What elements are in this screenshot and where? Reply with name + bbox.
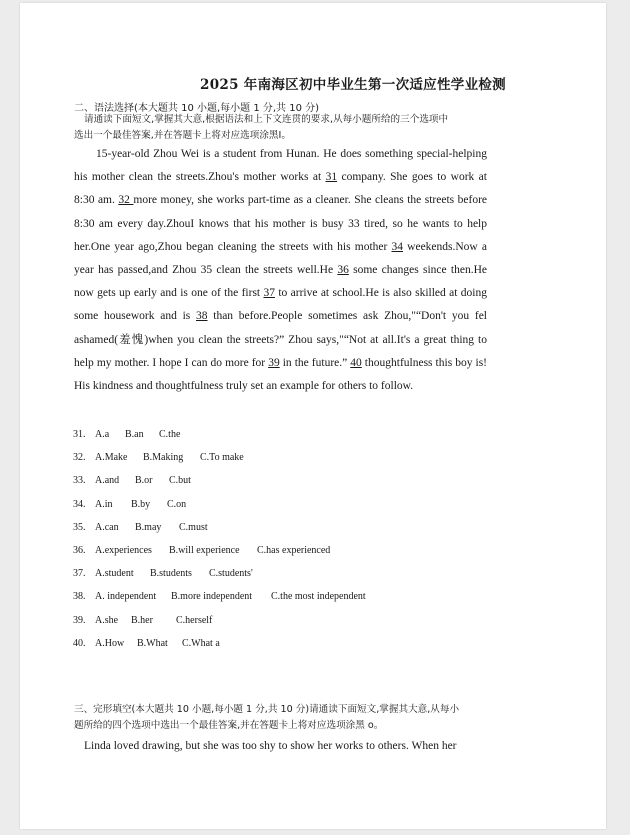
options-list (73, 426, 366, 658)
section3-heading-line-1: 三、完形填空(本大题共 10 小题,每小题 1 分,共 10 分)请通读下面短文,掌握其大意,从每小 (74, 704, 460, 715)
passage-text: more money, she works part-time as a cleaner. She cleans the streets before 8:30 am every day.ZhouI knows that his mother is busy 33 tired, so he wants to help her.One year ago,Zhou began cleaning the streets with his mother (74, 194, 488, 253)
question-39 (73, 612, 366, 635)
option-c: C.To make (200, 452, 244, 464)
blank-40: 40 (350, 356, 362, 369)
question-number: 40. (73, 637, 86, 649)
question-number: 31. (73, 429, 86, 440)
option-b: B.students (150, 568, 192, 580)
passage-text: weekends.Now a year has passed,and Zhou 35 clean the streets well.He (74, 240, 487, 277)
question-34 (73, 496, 366, 519)
question-number: 37. (73, 568, 86, 580)
option-c: C.the most independent (271, 591, 366, 603)
question-number: 36. (73, 544, 86, 556)
question-35 (73, 519, 366, 542)
question-number: 38. (73, 591, 86, 603)
option-b: B.more independent (171, 591, 253, 603)
passage-text: company. She goes to work at 8:30 am. (74, 171, 487, 207)
option-b: B.What (137, 637, 168, 649)
option-b: B.will experience (169, 544, 240, 556)
question-31 (73, 426, 366, 449)
question-33 (73, 472, 366, 495)
passage-text: some changes since then.He now gets up early and is one of the first (74, 264, 487, 300)
option-b: B.an (125, 429, 144, 440)
option-c: C.What a (182, 637, 220, 649)
section3-heading-line-2: 题所给的四个选项中选出一个最佳答案,并在答题卡上将对应选项涂黑 o。 (74, 720, 384, 731)
blank-38: 38 (196, 310, 208, 323)
section3-heading (74, 702, 487, 734)
blank-32: 32 (118, 194, 134, 207)
cloze-passage (74, 735, 487, 757)
question-37 (73, 565, 366, 588)
page-title: 2025 年南海区初中毕业生第一次适应性学业检测 (200, 77, 506, 93)
question-number: 35. (73, 521, 86, 533)
instructions-line-2: 选出一个最佳答案,并在答题卡上将对应选项涂黑Ⅰ。 (74, 130, 291, 141)
blank-37: 37 (263, 287, 275, 300)
blank-31: 31 (325, 171, 338, 184)
option-c: C.must (179, 521, 208, 533)
grammar-passage (74, 143, 487, 398)
section2-heading: 二、语法选择(本大题共 10 小题,每小题 1 分,共 10 分) (74, 103, 320, 114)
passage-text: thoughtfulness this boy is! His kindness and thoughtfulness truly set an example for others to follow. (74, 356, 487, 393)
option-b: B.may (135, 521, 162, 533)
option-a: A.in (95, 498, 113, 510)
option-a: A.How (95, 637, 125, 649)
passage-text: than before.People sometimes ask Zhou,"“Don't you fel ashamed(羞愧)when you clean the streets?” Zhou says,"“Not at all.It's a great thing to help my mother. I hope I can do more for (74, 310, 488, 369)
option-a: A.a (95, 429, 110, 440)
option-a: A.experiences (95, 544, 152, 556)
option-a: A.she (95, 614, 119, 626)
passage-text: in the future.” (279, 356, 351, 369)
option-a: A.student (95, 568, 134, 580)
section2-instructions (74, 112, 487, 144)
option-c: C.students' (209, 568, 253, 580)
option-a: A.and (95, 475, 120, 487)
blank-39: 39 (268, 356, 280, 369)
passage-text: 15-year-old Zhou Wei is a student from Hunan. He does something special-helping his mother clean the streets.Zhou's mother works at (74, 148, 487, 184)
question-number: 39. (73, 614, 86, 626)
question-number: 34. (73, 498, 86, 510)
question-38 (73, 588, 366, 611)
option-b: B.her (131, 614, 153, 626)
question-number: 32. (73, 452, 86, 464)
question-40 (73, 635, 366, 658)
passage-text: to arrive at school.He is also skilled at doing some housework and is (74, 287, 487, 323)
option-a: A.Make (95, 452, 128, 464)
option-c: C.the (159, 429, 181, 440)
question-number: 33. (73, 475, 86, 487)
instructions-line-1: 请通读下面短文,掌握其大意,根据语法和上下文连贯的要求,从每小题所给的三个选项中 (84, 114, 449, 125)
question-36 (73, 542, 366, 565)
question-32 (73, 449, 366, 472)
blank-34: 34 (391, 240, 403, 253)
blank-36: 36 (337, 264, 349, 277)
option-c: C.on (167, 498, 187, 510)
option-b: B.Making (143, 452, 184, 464)
option-a: A. independent (95, 591, 157, 603)
cloze-passage-line-1: Linda loved drawing, but she was too shy to show her works to others. When her (84, 740, 457, 752)
option-c: C.herself (176, 614, 213, 626)
option-c: C.has experienced (257, 544, 331, 556)
option-c: C.but (169, 475, 191, 487)
option-b: B.by (131, 498, 151, 510)
option-a: A.can (95, 521, 119, 533)
option-b: B.or (135, 475, 153, 487)
